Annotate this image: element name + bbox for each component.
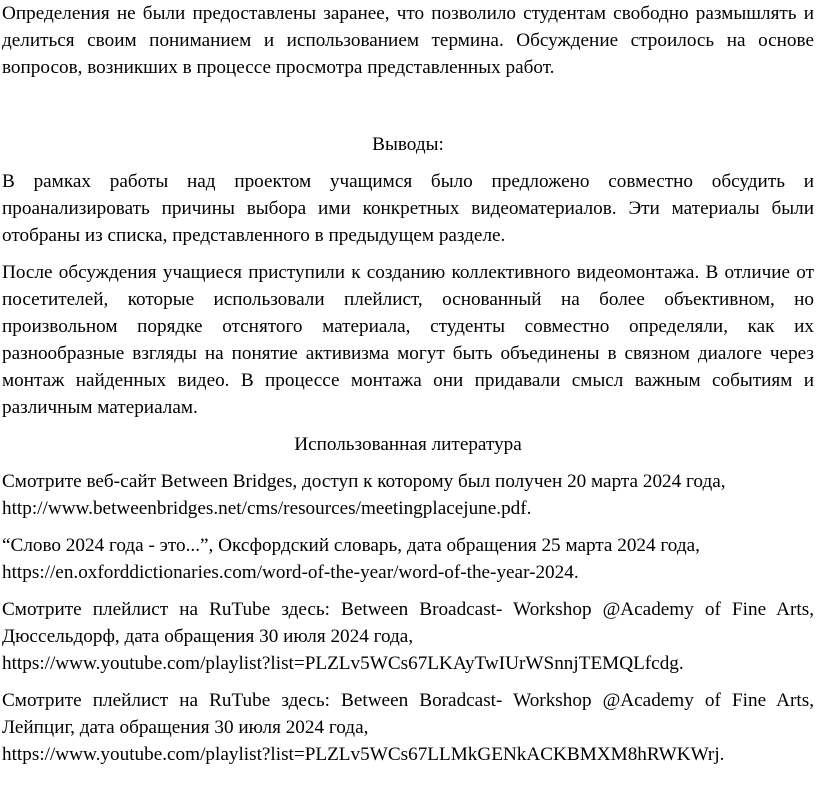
reference-text: “Слово 2024 года - это...”, Оксфордский словарь, дата обращения 25 марта 2024 года, xyxy=(2,535,700,556)
conclusions-paragraph-2: После обсуждения учащиеся приступили к созданию коллективного видеомонтажа. В отличие от посетителей, которые использовали плейлист, основанный на более объективном, но произвольном порядке отснятого материала, студенты совместно определяли, как их разнообразные взгляды на понятие активизма могут быть объединены в связном диалоге через монтаж найденных видео. В процессе монтажа они придавали смысл важным событиям и различным материалам. xyxy=(2,262,814,418)
references-heading: Использованная литература xyxy=(294,434,522,455)
reference-text: Смотрите веб-сайт Between Bridges, доступ к которому был получен 20 марта 2024 года, xyxy=(2,471,726,492)
reference-item xyxy=(2,596,814,677)
reference-item xyxy=(2,468,814,522)
reference-text: Смотрите плейлист на RuTube здесь: Between Boradcast- Workshop @Academy of Fine Arts, Лейпциг, дата обращения 30 июля 2024 года, xyxy=(2,690,814,738)
reference-text: Смотрите плейлист на RuTube здесь: Between Broadcast- Workshop @Academy of Fine Arts, Дюссельдорф, дата обращения 30 июля 2024 года, xyxy=(2,599,814,647)
reference-item xyxy=(2,532,814,586)
reference-link[interactable]: http://www.betweenbridges.net/cms/resources/meetingplacejune.pdf. xyxy=(2,498,532,519)
conclusions-heading: Выводы: xyxy=(372,134,444,155)
reference-item xyxy=(2,687,814,768)
conclusions-paragraph-1: В рамках работы над проектом учащимся было предложено совместно обсудить и проанализировать причины выбора ими конкретных видеоматериалов. Эти материалы были отобраны из списка, представленного в предыдущем разделе. xyxy=(2,171,814,246)
reference-link[interactable]: https://www.youtube.com/playlist?list=PLZLv5WCs67LKAyTwIUrWSnnjTEMQLfcdg. xyxy=(2,653,684,674)
intro-paragraph: Определения не были предоставлены заранее, что позволило студентам свободно размышлять и делиться своим пониманием и использованием термина. Обсуждение строилось на основе вопросов, возникших в процессе просмотра представленных работ. xyxy=(2,3,814,78)
reference-link[interactable]: https://www.youtube.com/playlist?list=PLZLv5WCs67LLMkGENkACKBMXM8hRWKWrj. xyxy=(2,744,725,765)
reference-link[interactable]: https://en.oxforddictionaries.com/word-of-the-year/word-of-the-year-2024. xyxy=(2,562,579,583)
